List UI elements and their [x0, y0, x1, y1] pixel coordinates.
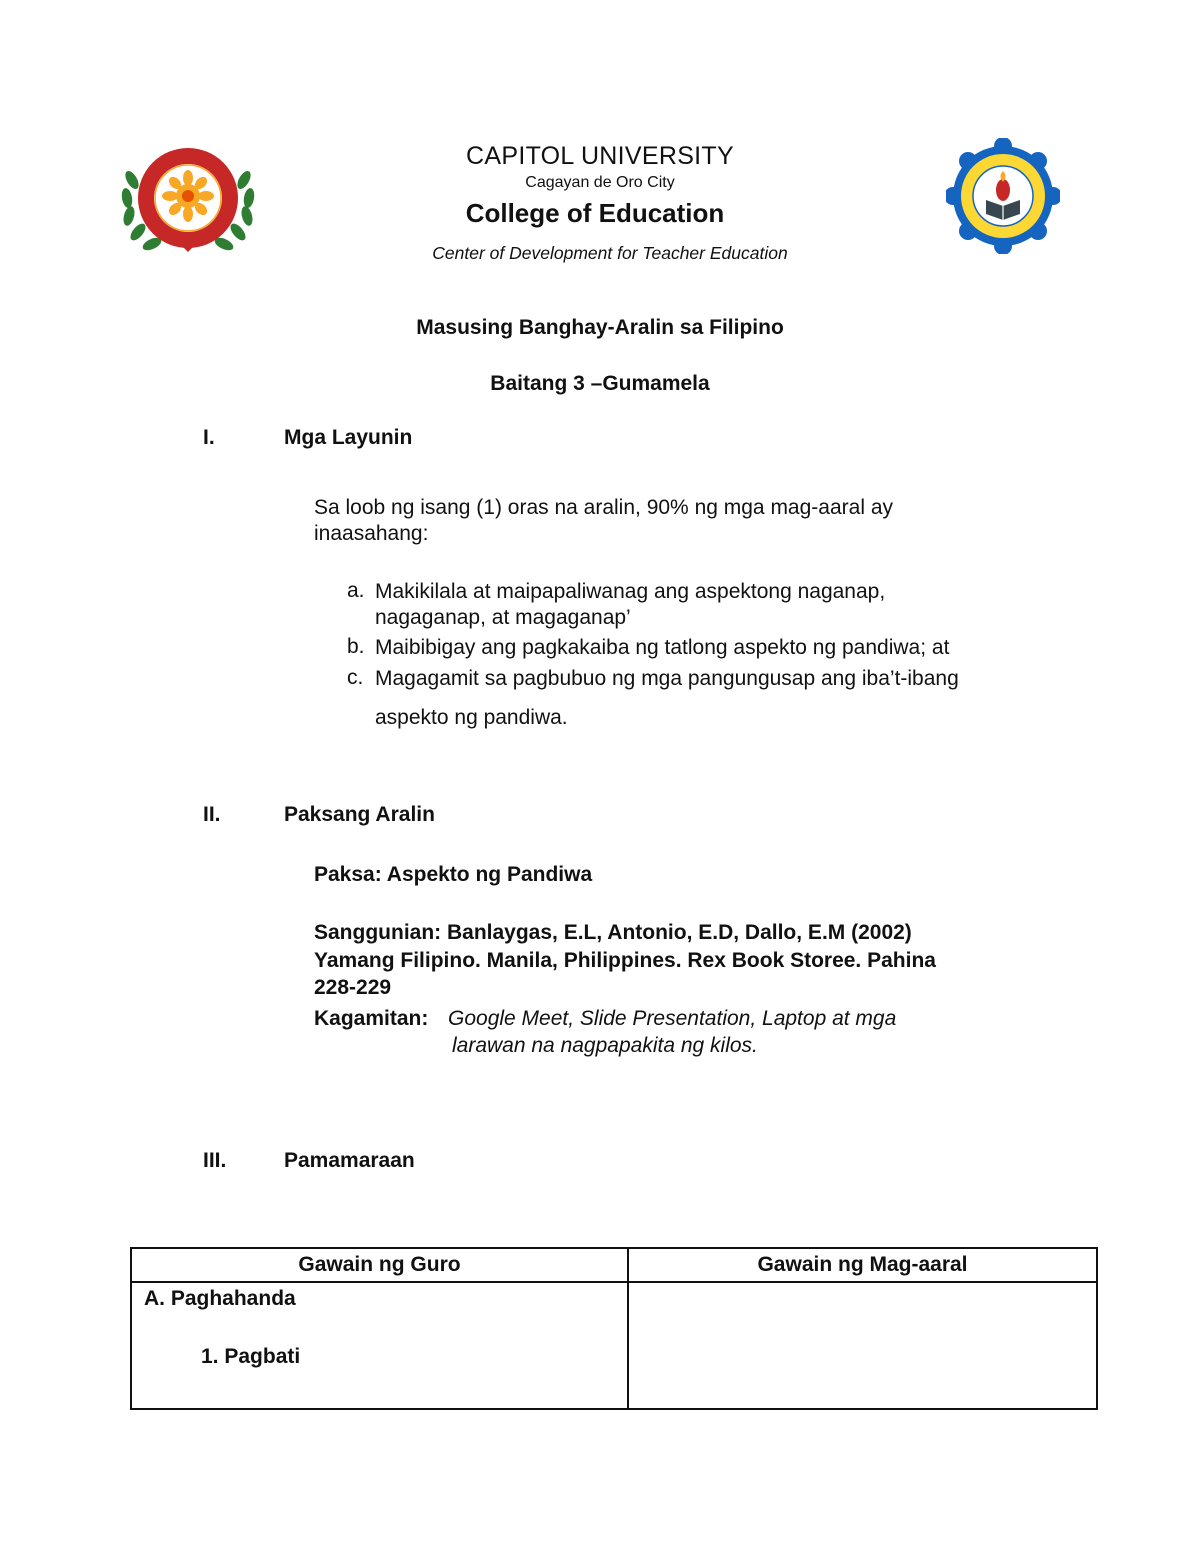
objective-a-marker: a. — [347, 579, 365, 602]
objective-c-line-2: aspekto ng pandiwa. — [375, 706, 568, 729]
objective-a-line-1: Makikilala at maipapaliwanag ang aspektong naganap, — [375, 580, 886, 603]
university-city: Cagayan de Oro City — [525, 174, 675, 191]
college-of-education-seal-icon — [946, 138, 1060, 254]
objective-c-line-1: Magagamit sa pagbubuo ng mga pangungusap ang iba’t-ibang — [375, 667, 959, 690]
teacher-activity-header: Gawain ng Guro — [131, 1248, 628, 1282]
objectives-intro-line-2: inaasahang: — [314, 522, 429, 545]
objective-a-line-2: nagaganap, at magaganap’ — [375, 606, 631, 629]
objective-b-line-1: Maibibigay ang pagkakaiba ng tatlong aspekto ng pandiwa; at — [375, 636, 950, 659]
center-designation: Center of Development for Teacher Education — [432, 243, 788, 263]
kagamitan-label: Kagamitan: — [314, 1007, 429, 1030]
teacher-activity-cell — [131, 1282, 628, 1409]
table-header-row — [131, 1248, 1097, 1282]
section-1-title: Mga Layunin — [284, 426, 413, 449]
objective-c-marker: c. — [347, 666, 364, 689]
section-1-number: I. — [203, 426, 215, 449]
pagbati-item: 1. Pagbati — [201, 1345, 301, 1368]
grade-section-title: Baitang 3 –Gumamela — [490, 372, 710, 395]
college-name: College of Education — [465, 198, 725, 228]
paghahanda-heading: A. Paghahanda — [144, 1287, 296, 1310]
capitol-university-seal-icon — [118, 140, 258, 258]
sanggunian-line-2: Yamang Filipino. Manila, Philippines. Rex Book Storee. Pahina — [314, 949, 936, 972]
section-3-title: Pamamaraan — [284, 1149, 415, 1172]
lesson-plan-title: Masusing Banghay-Aralin sa Filipino — [416, 316, 784, 339]
student-activity-cell — [628, 1282, 1097, 1409]
student-activity-header: Gawain ng Mag-aaral — [628, 1248, 1097, 1282]
objectives-intro-line-1: Sa loob ng isang (1) oras na aralin, 90% ng mga mag-aaral ay — [314, 496, 893, 519]
kagamitan-line-2: larawan na nagpapakita ng kilos. — [452, 1034, 758, 1057]
procedure-table — [130, 1247, 1098, 1410]
section-2-title: Paksang Aralin — [284, 803, 435, 826]
section-3-number: III. — [203, 1149, 227, 1172]
sanggunian-line-3: 228-229 — [314, 976, 392, 999]
table-row — [131, 1282, 1097, 1409]
university-name: CAPITOL UNIVERSITY — [466, 142, 734, 170]
paksa-line: Paksa: Aspekto ng Pandiwa — [314, 863, 593, 886]
objective-b-marker: b. — [347, 635, 365, 658]
section-2-number: II. — [203, 803, 221, 826]
sanggunian-line-1: Sanggunian: Banlaygas, E.L, Antonio, E.D, Dallo, E.M (2002) — [314, 921, 912, 944]
kagamitan-line-1: Google Meet, Slide Presentation, Laptop at mga — [448, 1007, 897, 1030]
